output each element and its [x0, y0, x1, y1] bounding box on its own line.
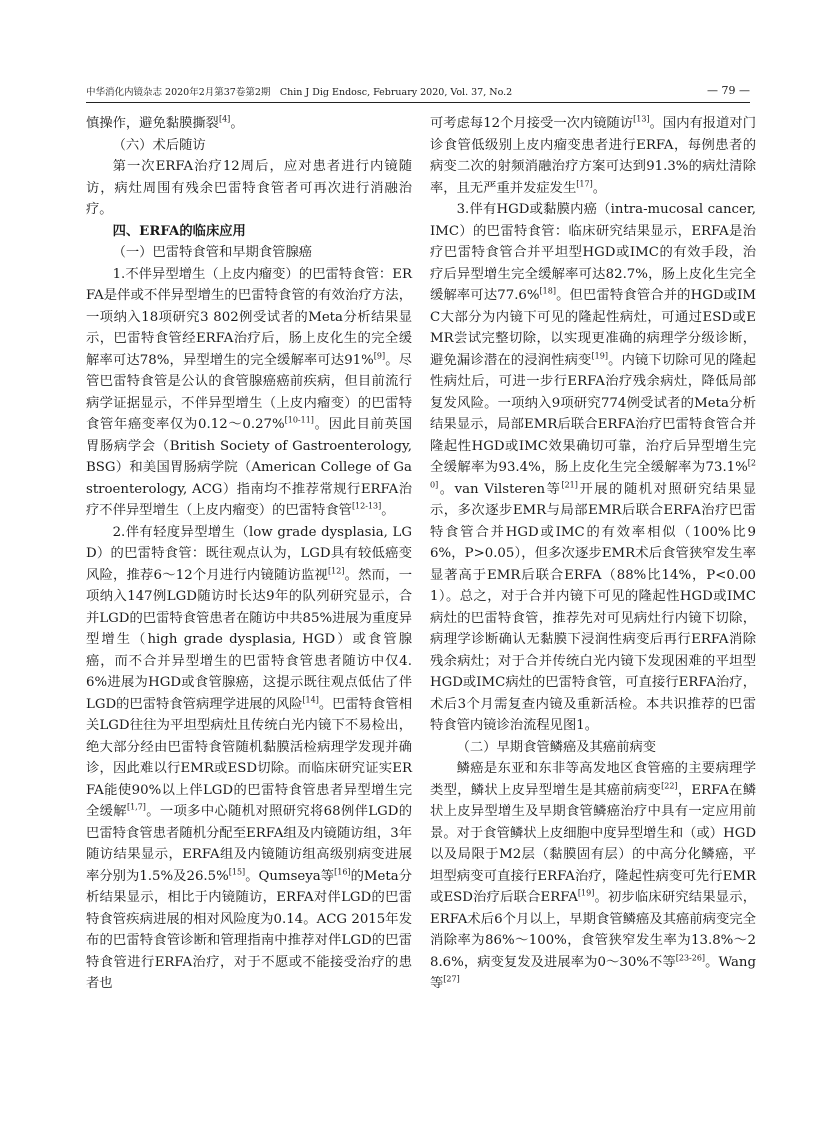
citation-ref: [10-11]: [284, 415, 314, 425]
paragraph: 第一次ERFA治疗12周后，应对患者进行内镜随访，病灶周围有残余巴雷特食管者可再次进行消融治疗。: [86, 159, 412, 217]
citation-ref: [20]: [430, 458, 756, 490]
citation-ref: [22]: [661, 781, 678, 791]
left-column: [86, 113, 412, 995]
citation-ref: [19]: [577, 888, 595, 898]
citation-ref: [19]: [591, 351, 608, 361]
citation-ref: [17]: [576, 179, 593, 189]
citation-ref: [18]: [539, 286, 556, 296]
section-heading: 四、ERFA的临床应用: [112, 223, 246, 239]
header-divider: [86, 102, 750, 103]
citation-ref: [27]: [443, 974, 460, 984]
citation-ref: [9]: [373, 351, 386, 361]
paragraph: 3.伴有HGD或黏膜内癌（intra-mucosal cancer, IMC）的巴雷特食管：临床研究结果显示，ERFA是治疗巴雷特食管合并平坦型HGD或IMC的有效手段，治疗后异型增生完全缓解率可达82.7%，肠上皮化生完全缓解率可达77.6%[18]。但巴雷特食管合并的HGD或IMC大部分为内镜下可见的隆起性病灶，可通过ESD或EMR尝试完整切除，以实现更准确的病理学分级诊断，避免漏诊潜在的浸润性病变[19]。内镜下切除可见的隆起性病灶后，可进一步行ERFA治疗残余病灶，降低局部复发风险。一项纳入9项研究774例受试者的Meta分析结果显示，局部EMR后联合ERFA治疗巴雷特食管合并隆起性HGD或IMC效果确切可靠，治疗后异型增生完全缓解率为93.4%，肠上皮化生完全缓解率为73.1%[20]。van Vilsteren等[21]开展的随机对照研究结果显示，多次逐步EMR与局部EMR后联合ERFA治疗巴雷特食管合并HGD或IMC的有效率相似（100%比96%，P>0.05），但多次逐步EMR术后食管狭窄发生率显著高于EMR后联合ERFA（88%比14%，P<0.001）。总之，对于合并内镜下可见的隆起性HGD或IMC病灶的巴雷特食管，推荐先对可见病灶行内镜下切除，病理学诊断确认无黏膜下浸润性病变后再行ERFA消除残余病灶；对于合并传统白光内镜下发现困难的平坦型HGD或IMC病灶的巴雷特食管，可直接行ERFA治疗，术后3个月需复查内镜及重新活检。本共识推荐的巴雷特食管内镜诊治流程见图1。: [430, 202, 757, 733]
paragraph: 2.伴有轻度异型增生（low grade dysplasia, LGD）的巴雷特食管：既往观点认为，LGD具有较低癌变风险，推荐6～12个月进行内镜随访监视[12]。然而，一项纳入147例LGD随访时长达9年的队列研究显示，合并LGD的巴雷特食管患者在随访中共85%进展为重度异型增生（high grade dysplasia, HGD）或食管腺癌，而不合并异型增生的巴雷特食管患者随访中仅4.6%进展为HGD或食管腺癌，这提示既往观点低估了伴LGD的巴雷特食管病理学进展的风险[14]。巴雷特食管相关LGD往往为平坦型病灶且传统白光内镜下不易检出，绝大部分经由巴雷特食管随机黏膜活检病理学发现并确诊，因此难以行EMR或ESD切除。而临床研究证实ERFA能使90%以上伴LGD的巴雷特食管患者异型增生完全缓解[1,7]。一项多中心随机对照研究将68例伴LGD的巴雷特食管患者随机分配至ERFA组及内镜随访组，3年随访结果显示，ERFA组及内镜随访组高级别病变进展率分别为1.5%及26.5%[15]。Qumseya等[16]的Meta分析结果显示，相比于内镜随访，ERFA对伴LGD的巴雷特食管疾病进展的相对风险度为0.14。ACG 2015年发布的巴雷特食管诊断和管理指南中推荐对伴LGD的巴雷特食管进行ERFA治疗，对于不愿或不能接受治疗的患者也: [86, 524, 412, 991]
citation-ref: [23-26]: [675, 953, 706, 963]
subsection-heading: （一）巴雷特食管和早期食管腺癌: [112, 245, 313, 260]
paragraph: 可考虑每12个月接受一次内镜随访[13]。国内有报道对门诊食管低级别上皮内瘤变患者进行ERFA，每例患者的病变二次的射频消融治疗方案可达到91.3%的病灶清除率，且无严重并发症发生[17]。: [430, 114, 757, 196]
paragraph: 1.不伴异型增生（上皮内瘤变）的巴雷特食管：ERFA是伴或不伴异型增生的巴雷特食管的有效治疗方法，一项纳入18项研究3 802例受试者的Meta分析结果显示，巴雷特食管经ERFA治疗后，肠上皮化生的完全缓解率可达78%，异型增生的完全缓解率可达91%[9]。尽管巴雷特食管是公认的食管腺癌癌前疾病，但目前流行病学证据显示，不伴异型增生（上皮内瘤变）的巴雷特食管年癌变率仅为0.12～0.27%[10-11]。因此目前英国胃肠病学会（British Society of Gastroenterology, BSG）和美国胃肠病学院（American College of Gastroenterology, ACG）指南均不推荐常规行ERFA治疗不伴异型增生（上皮内瘤变）的巴雷特食管[12-13]。: [86, 266, 413, 518]
journal-citation: 中华消化内镜杂志 2020年2月第37卷第2期 Chin J Dig Endosc, February 2020, Vol. 37, No.2: [86, 87, 513, 98]
citation-ref: [13]: [633, 114, 650, 124]
citation-ref: [4]: [218, 114, 231, 124]
right-column: [430, 113, 756, 995]
citation-ref: [12-13]: [351, 501, 382, 511]
paragraph: 慎操作，避免黏膜撕裂[4]。: [86, 114, 244, 131]
paragraph: 鳞癌是东亚和东非等高发地区食管癌的主要病理学类型，鳞状上皮异型增生是其癌前病变[22]，ERFA在鳞状上皮异型增生及早期食管鳞癌治疗中具有一定应用前景。对于食管鳞状上皮细胞中度异型增生和（或）HGD以及局限于M2层（黏膜固有层）的中高分化鳞癌，平坦型病变可直接行ERFA治疗，隆起性病变可先行EMR或ESD治疗后联合ERFA[19]。初步临床研究结果显示，ERFA术后6个月以上，早期食管鳞癌及其癌前病变完全消除率为86%～100%，食管狭窄发生率为13.8%～28.6%，病变复发及进展率为0～30%不等[23-26]。Wang等[27]: [430, 761, 757, 991]
subsection-heading: （二）早期食管鳞癌及其癌前病变: [456, 739, 657, 755]
section-heading: （六）术后随访: [112, 137, 206, 153]
citation-ref: [1,7]: [126, 802, 146, 812]
running-header: [86, 84, 750, 100]
page-number: — 79 —: [707, 84, 750, 97]
citation-ref: [12]: [328, 566, 345, 576]
citation-ref: [21]: [561, 480, 578, 490]
citation-ref: [14]: [302, 695, 319, 705]
citation-ref: [15]: [228, 867, 246, 877]
citation-ref: [16]: [334, 867, 351, 877]
